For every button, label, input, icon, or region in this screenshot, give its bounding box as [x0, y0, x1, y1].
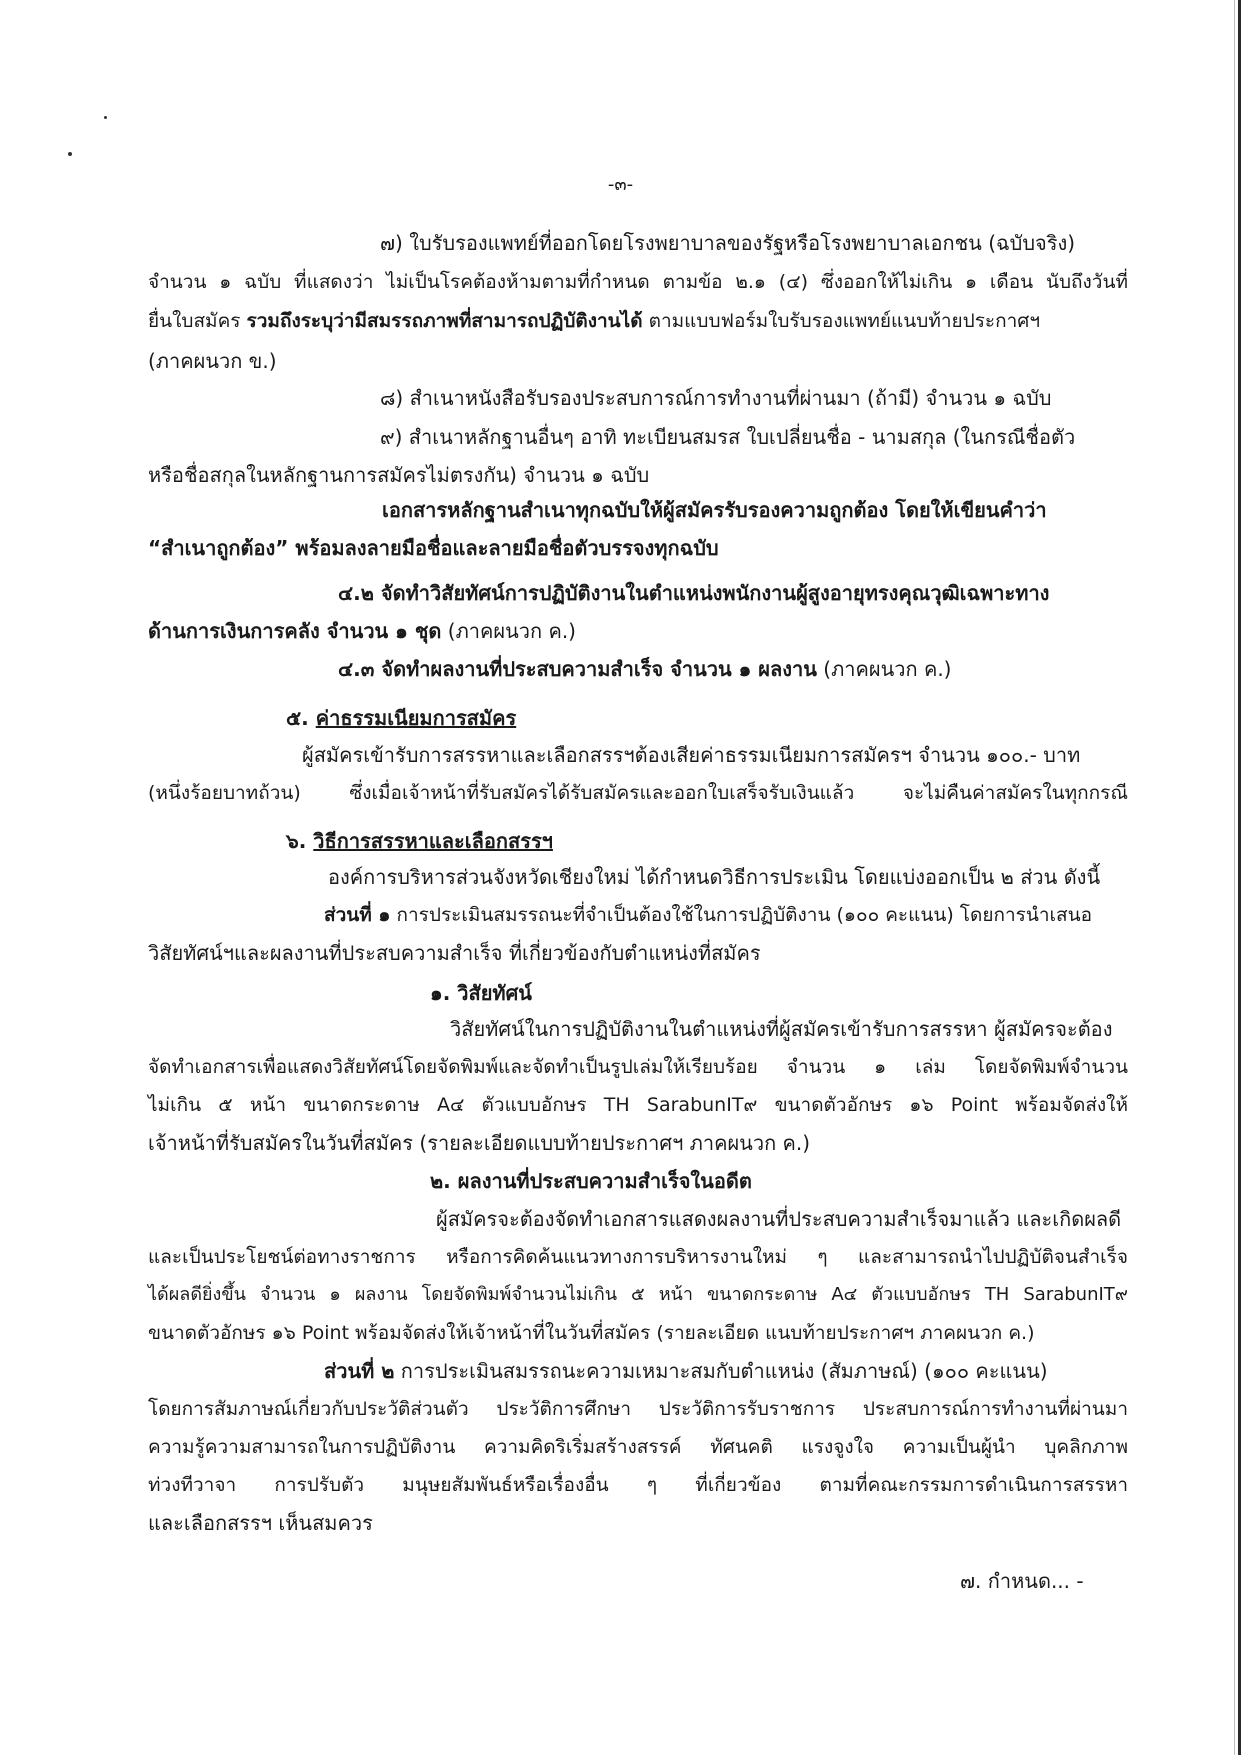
text: การประเมินสมรรถนะที่จำเป็นต้องใช้ในการปฏิบัติงาน (๑๐๐ คะแนน) โดยการนำเสนอ [390, 904, 1092, 926]
item-7-line-3 [148, 308, 1128, 334]
text: ยื่นใบสมัคร [148, 310, 247, 332]
achievement-line-3: ได้ผลดียิ่งขึ้น จำนวน ๑ ผลงาน โดยจัดพิมพ์จำนวนไม่เกิน ๕ หน้า ขนาดกระดาษ A๔ ตัวแบบอักษร TH SarabunIT๙ [148, 1284, 1128, 1305]
page-number: -๓- [607, 174, 634, 195]
text: ด้านการเงินการคลัง จำนวน ๑ ชุด [148, 619, 442, 643]
item-4-2-line-2 [148, 618, 1128, 644]
item-9-line-2: หรือชื่อสกุลในหลักฐานการสมัครไม่ตรงกัน) จำนวน ๑ ฉบับ [148, 463, 650, 487]
vision-line-3: ไม่เกิน ๕ หน้า ขนาดกระดาษ A๔ ตัวแบบอักษร TH SarabunIT๙ ขนาดตัวอักษร ๑๖ Point พร้อมจัดส่งให้ [148, 1094, 1128, 1116]
next-page-cue: ๗. กำหนด... - [960, 1569, 1084, 1593]
text: ๔.๓ จัดทำผลงานที่ประสบความสำเร็จ จำนวน ๑ ผลงาน [338, 657, 817, 681]
item-7-line-4: (ภาคผนวก ข.) [148, 349, 277, 373]
part-2-line-3: ความรู้ความสามารถในการปฏิบัติงาน ความคิดริเริ่มสร้างสรรค์ ทัศนคติ แรงจูงใจ ความเป็นผู้นำ บุคลิกภาพ [148, 1436, 1128, 1458]
item-9-line-1: ๙) สำเนาหลักฐานอื่นๆ อาทิ ทะเบียนสมรส ใบเปลี่ยนชื่อ - นามสกุล (ในกรณีชื่อตัว [380, 425, 1076, 449]
item-4-3-line [338, 656, 1128, 682]
section-6-intro: องค์การบริหารส่วนจังหวัดเชียงใหม่ ได้กำหนดวิธีการประเมิน โดยแบ่งออกเป็น ๒ ส่วน ดังนี้ [328, 865, 1101, 889]
part-label: ส่วนที่ ๒ [324, 1359, 395, 1383]
achievement-line-2: และเป็นประโยชน์ต่อทางราชการ หรือการคิดค้นแนวทางการบริหารงานใหม่ ๆ และสามารถนำไปปฏิบัติจนสำเร็จ [148, 1246, 1128, 1268]
section-6-heading [286, 828, 1128, 854]
part-1-line-2: วิสัยทัศน์ฯและผลงานที่ประสบความสำเร็จ ที่เกี่ยวข้องกับตำแหน่งที่สมัคร [148, 941, 761, 965]
achievement-heading: ๒. ผลงานที่ประสบความสำเร็จในอดีต [430, 1169, 752, 1193]
section-title: วิธีการสรรหาและเลือกสรรฯ [313, 829, 553, 853]
part-2-line-1 [324, 1358, 1128, 1384]
item-4-2-line-1: ๔.๒ จัดทำวิสัยทัศน์การปฏิบัติงานในตำแหน่งพนักงานผู้สูงอายุทรงคุณวุฒิเฉพาะทาง [338, 581, 1050, 605]
section-5-heading [286, 705, 1128, 731]
text: การประเมินสมรรถนะความเหมาะสมกับตำแหน่ง (สัมภาษณ์) (๑๐๐ คะแนน) [394, 1359, 1048, 1383]
section-number: ๕. [286, 706, 316, 730]
section-number: ๖. [286, 829, 314, 853]
item-7-line-2: จำนวน ๑ ฉบับ ที่แสดงว่า ไม่เป็นโรคต้องห้ามตามที่กำหนด ตามข้อ ๒.๑ (๔) ซึ่งออกให้ไม่เกิน ๑ เดือน นับถึงวันที่ [148, 271, 1128, 293]
section-5-line-2: (หนึ่งร้อยบาทถ้วน) ซึ่งเมื่อเจ้าหน้าที่รับสมัครได้รับสมัครและออกใบเสร็จรับเงินแล้ว จะไม่คืนค่าสมัครในทุกกรณี [148, 782, 1128, 804]
section-title: ค่าธรรมเนียมการสมัคร [315, 706, 517, 730]
achievement-line-1: ผู้สมัครจะต้องจัดทำเอกสารแสดงผลงานที่ประสบความสำเร็จมาแล้ว และเกิดผลดี [436, 1207, 1122, 1231]
part-label: ส่วนที่ ๑ [324, 904, 391, 926]
appendix-ref: (ภาคผนวก ค.) [441, 619, 576, 643]
vision-line-4: เจ้าหน้าที่รับสมัครในวันที่สมัคร (รายละเอียดแบบท้ายประกาศฯ ภาคผนวก ค.) [148, 1131, 811, 1155]
achievement-line-4: ขนาดตัวอักษร ๑๖ Point พร้อมจัดส่งให้เจ้าหน้าที่ในวันที่สมัคร (รายละเอียด แนบท้ายประกาศฯ ภาคผนวก ค.) [148, 1322, 1035, 1344]
part-2-line-2: โดยการสัมภาษณ์เกี่ยวกับประวัติส่วนตัว ประวัติการศึกษา ประวัติการรับราชการ ประสบการณ์การทำงานที่ผ่านมา [148, 1398, 1128, 1420]
certify-note-line-2: “สำเนาถูกต้อง” พร้อมลงลายมือชื่อและลายมือชื่อตัวบรรจงทุกฉบับ [148, 536, 719, 560]
part-1-line-1 [324, 902, 1128, 928]
certify-note-line-1: เอกสารหลักฐานสำเนาทุกฉบับให้ผู้สมัครรับรองความถูกต้อง โดยให้เขียนคำว่า [382, 498, 1047, 522]
vision-line-1: วิสัยทัศน์ในการปฏิบัติงานในตำแหน่งที่ผู้สมัครเข้ารับการสรรหา ผู้สมัครจะต้อง [450, 1017, 1113, 1041]
part-2-line-4: ท่วงทีวาจา การปรับตัว มนุษยสัมพันธ์หรือเรื่องอื่น ๆ ที่เกี่ยวข้อง ตามที่คณะกรรมการดำเนินการสรรหา [148, 1474, 1128, 1496]
vision-heading: ๑. วิสัยทัศน์ [430, 981, 532, 1005]
item-8-line: ๘) สำเนาหนังสือรับรองประสบการณ์การทำงานที่ผ่านมา (ถ้ามี) จำนวน ๑ ฉบับ [380, 386, 1052, 410]
section-5-line-1: ผู้สมัครเข้ารับการสรรหาและเลือกสรรฯต้องเสียค่าธรรมเนียมการสมัครฯ จำนวน ๑๐๐.- บาท [302, 743, 1081, 767]
appendix-ref: (ภาคผนวก ค.) [816, 657, 952, 681]
item-7-line-1: ๗) ใบรับรองแพทย์ที่ออกโดยโรงพยาบาลของรัฐหรือโรงพยาบาลเอกชน (ฉบับจริง) [380, 231, 1076, 255]
part-2-line-5: และเลือกสรรฯ เห็นสมควร [148, 1511, 373, 1535]
text: ตามแบบฟอร์มใบรับรองแพทย์แนบท้ายประกาศฯ [642, 310, 1041, 332]
emphasis: รวมถึงระบุว่ามีสมรรถภาพที่สามารถปฏิบัติงานได้ [246, 310, 643, 332]
vision-line-2: จัดทำเอกสารเพื่อแสดงวิสัยทัศน์โดยจัดพิมพ์และจัดทำเป็นรูปเล่มให้เรียบร้อย จำนวน ๑ เล่ม โดยจัดพิมพ์จำนวน [148, 1056, 1128, 1078]
